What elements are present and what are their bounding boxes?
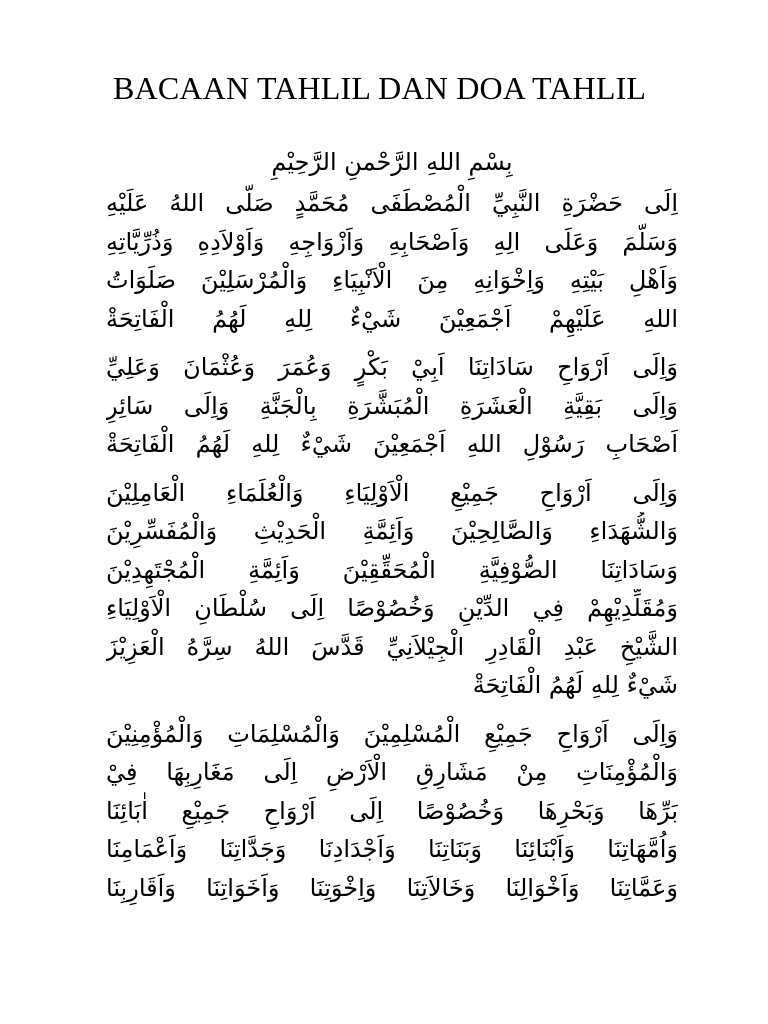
text-line: بَرِّهَا وَبَحْرِهَا وَخُصُوْصًا اِلَى اَرْوَاحِ جَمِيْعِ اٰبَائِنَا (106, 796, 678, 825)
text-line: اَصْحَابِ رَسُوْلِ اللهِ اَجْمَعِيْنَ شَيْءٌ لِلهِ لَهُمُ الْفَاتِحَةْ (106, 430, 678, 458)
text-line: وَعَمَّاتِنَا وَاَخْوَالِنَا وَخَالاَتِنَا وَاِخْوَتِنَا وَاَخَوَاتِنَا وَاَقَارِبِنَا (106, 873, 678, 902)
text-line: وَسَادَاتِنَا الصُّوْفِيَّةِ الْمُحَقِّقِيْنَ وَاَئِمَّةِ الْمُجْتَهِدِيْنَ (106, 555, 678, 584)
paragraph-3 (106, 474, 678, 705)
paragraph-1 (106, 184, 678, 338)
text-line: اِلَى حَضْرَةِ النَّبِيِّ الْمُصْطَفَى مُحَمَّدٍ صَلَّى اللهُ عَلَيْهِ (106, 189, 678, 217)
text-line: وَاِلَى اَرْوَاحِ جَمِيْعِ الْاَوْلِيَاءِ وَالْعُلَمَاءِ الْعَامِلِيْنَ (106, 478, 678, 507)
text-line: وَاَهْلِ بَيْتِهِ وَاِخْوَانِهِ مِنَ الْاَنْبِيَاءِ وَالْمُرْسَلِيْنَ صَلَوَاتُ (106, 266, 678, 294)
text-line: الشَّيْخِ عَبْدِ الْقَادِرِ الْجِيْلاَنِيِّ قَدَّسَ اللهُ سِرَّهُ الْعَزِيْزَ (106, 632, 678, 661)
text-line: وَاِلَى اَرْوَاحِ سَادَاتِنَا اَبِيْ بَكْرٍ وَعُمَرَ وَعُثْمَانَ وَعَلِيِّ (106, 353, 678, 381)
document-title: BACAAN TAHLIL DAN DOA TAHLIL (113, 70, 647, 106)
text-line: وَاِلَى اَرْوَاحِ جَمِيْعِ الْمُسْلِمِيْنَ وَالْمُسْلِمَاتِ وَالْمُؤْمِنِيْنَ (106, 719, 678, 748)
text-line: وَاِلَى بَقِيَّةِ الْعَشَرَةِ الْمُبَشَّرَةِ بِالْجَنَّةِ وَاِلَى سَائِرِ (106, 391, 678, 420)
text-line: وَالْمُؤْمِنَاتِ مِنْ مَشَارِقِ الْاَرْضِ اِلَى مَغَارِبِهَا فِيْ (106, 758, 678, 786)
text-line: اللهِ عَلَيْهِمْ اَجْمَعِيْنَ شَيْءٌ لِلهِ لَهُمُ الْفَاتِحَةْ (106, 304, 678, 333)
text-line: وَاُمَّهَاتِنَا وَاَبْنَائِنَا وَبَنَاتِنَا وَاَجْدَادِنَا وَجَدَّاتِنَا وَاَعْمَامِنَا (106, 835, 678, 863)
paragraph-4 (106, 715, 678, 908)
text-line: وَسَلَّمَ وَعَلَى الِهِ وَاَصْحَابِهِ وَاَزْوَاجِهِ وَاَوْلاَدِهِ وَذُرِّيَّاتِهِ (106, 227, 678, 256)
text-line: وَالشُّهَدَاءِ وَالصَّالِحِيْنَ وَاَئِمَّةِ الْحَدِيْثِ وَالْمُفَسِّرِيْنَ (106, 517, 678, 545)
basmala-heading: بِسْمِ اللهِ الرَّحْمنِ الرَّحِيْمِ (271, 148, 513, 176)
text-line: وَمُقَلِّدِيْهِمْ فِي الدِّيْنِ وَخُصُوْصًا اِلَى سُلْطَانِ الْاَوْلِيَاءِ (106, 594, 678, 622)
arabic-text-body (106, 142, 678, 907)
paragraph-2 (106, 348, 678, 464)
text-line: شَيْءٌ لِلهِ لَهُمُ الْفَاتِحَةْ (472, 671, 678, 699)
